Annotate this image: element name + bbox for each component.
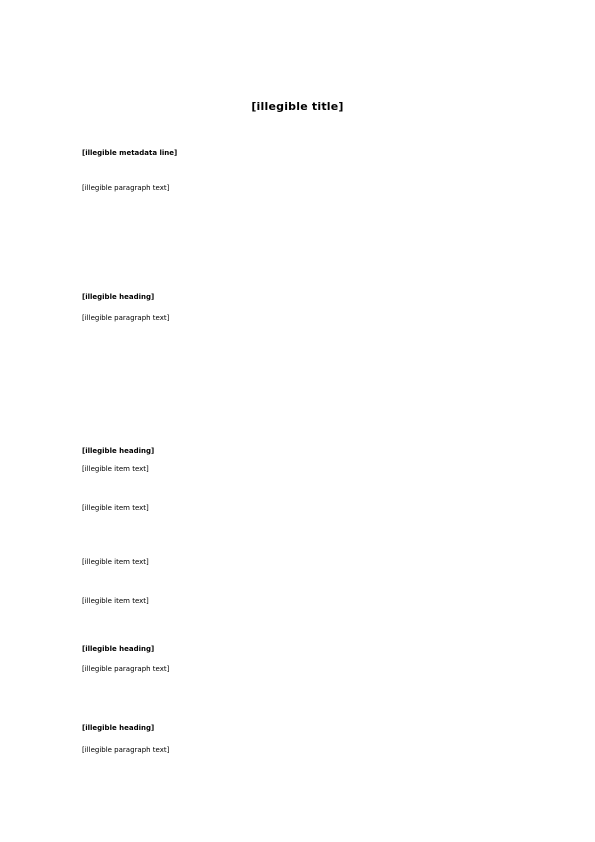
document-title: [illegible title] (251, 100, 344, 113)
section-1-heading: [illegible heading] (82, 293, 155, 301)
intro-paragraph: [illegible paragraph text] (82, 184, 170, 192)
section-2-item: [illegible item text] (82, 465, 149, 473)
section-2-item: [illegible item text] (82, 597, 149, 605)
section-3-heading: [illegible heading] (82, 645, 155, 653)
section-2-item: [illegible item text] (82, 504, 149, 512)
section-2-item: [illegible item text] (82, 558, 149, 566)
section-2-heading: [illegible heading] (82, 447, 155, 455)
document-meta-line: [illegible metadata line] (82, 149, 178, 157)
section-4-heading: [illegible heading] (82, 724, 155, 732)
section-3-paragraph: [illegible paragraph text] (82, 665, 170, 673)
section-4-paragraph: [illegible paragraph text] (82, 746, 170, 754)
section-1-paragraph: [illegible paragraph text] (82, 314, 170, 322)
